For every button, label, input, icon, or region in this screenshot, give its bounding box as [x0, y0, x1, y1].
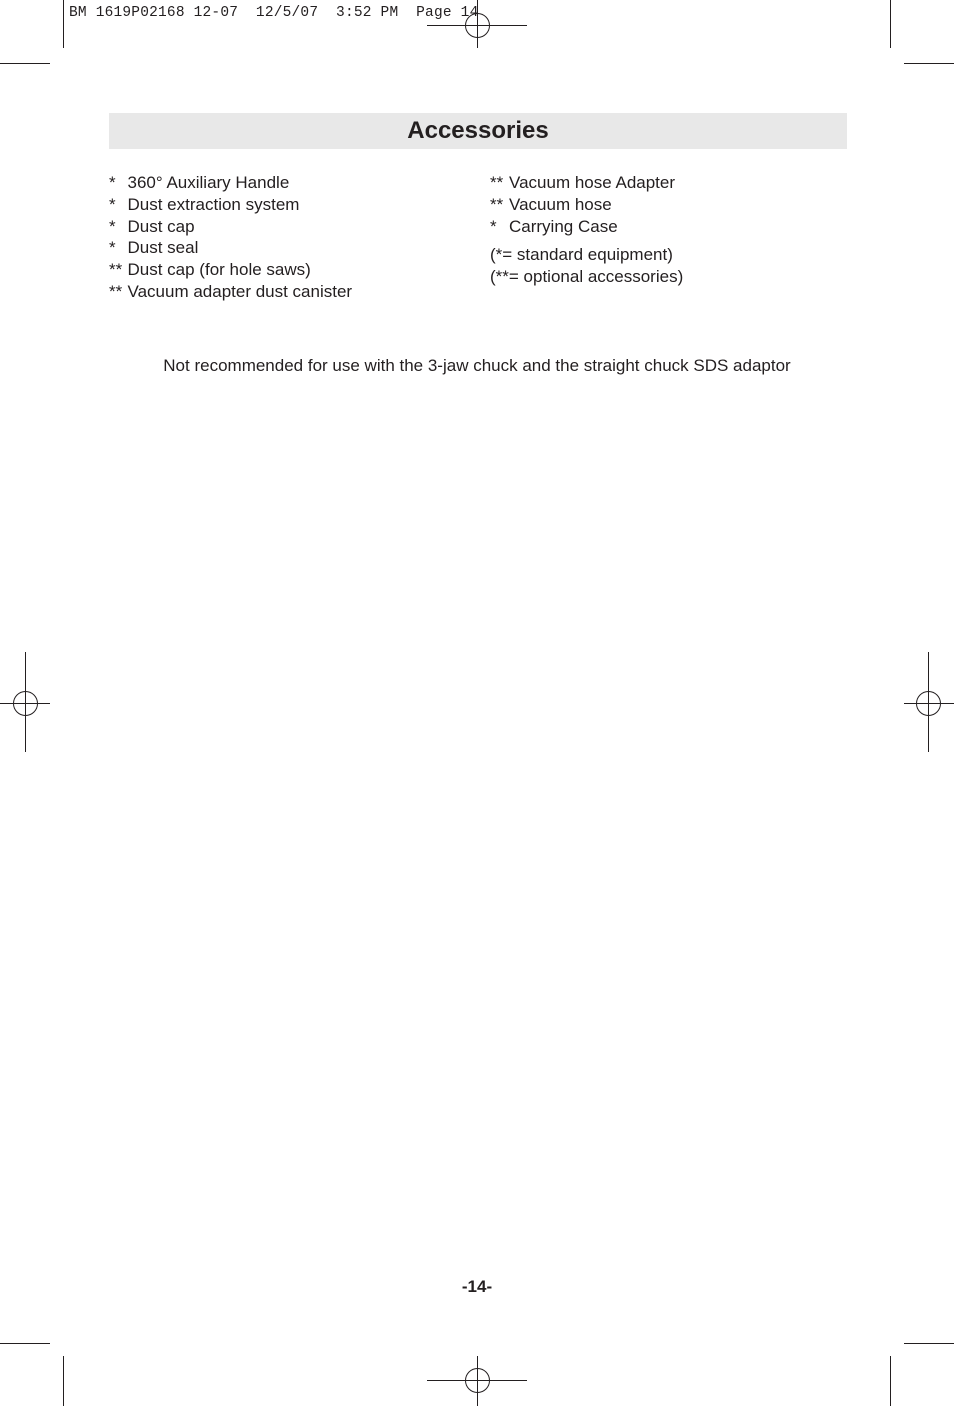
crop-mark-bottom-left — [0, 1336, 70, 1406]
item-label: Vacuum hose Adapter — [509, 173, 676, 192]
crop-mark-bottom-right — [884, 1336, 954, 1406]
list-item — [109, 281, 469, 303]
item-label: Dust seal — [127, 238, 199, 258]
list-item — [490, 172, 850, 194]
item-label: Dust extraction system — [127, 194, 300, 214]
list-item — [490, 216, 850, 238]
item-marker: * — [109, 173, 116, 192]
item-label: 360° Auxiliary Handle — [127, 173, 290, 192]
item-marker: ** — [109, 260, 123, 280]
item-label: Dust cap (for hole saws) — [127, 260, 311, 280]
accessory-list-right — [490, 172, 850, 288]
item-marker: ** — [490, 173, 504, 192]
item-label: Vacuum adapter dust canister — [127, 281, 353, 301]
item-marker: * — [109, 194, 116, 214]
item-label: Dust cap — [127, 216, 195, 236]
usage-note: Not recommended for use with the 3-jaw chuck and the straight chuck SDS adaptor — [163, 356, 791, 375]
list-item — [490, 194, 850, 216]
print-slug-line: BM 1619P02168 12-07 12/5/07 3:52 PM Page 14 — [69, 5, 479, 21]
item-marker: * — [109, 238, 116, 258]
item-label: Vacuum hose — [509, 194, 612, 214]
legend-standard: (*= standard equipment) — [490, 245, 673, 265]
item-marker: * — [490, 216, 497, 236]
registration-mark-bottom — [427, 1356, 527, 1406]
marker-legend — [490, 244, 850, 288]
crop-mark-top-right — [884, 0, 954, 70]
list-item — [109, 194, 469, 216]
page-number: -14- — [461, 1277, 493, 1296]
list-item — [109, 172, 469, 194]
registration-mark-right — [904, 652, 954, 752]
list-item — [109, 237, 469, 259]
list-item — [109, 259, 469, 281]
accessory-list-left — [109, 172, 469, 303]
registration-mark-left — [0, 652, 50, 752]
item-marker: ** — [109, 281, 123, 301]
item-marker: * — [109, 216, 116, 236]
item-label: Carrying Case — [509, 216, 618, 236]
legend-optional: (**= optional accessories) — [490, 267, 684, 287]
item-marker: ** — [490, 194, 504, 214]
section-title: Accessories — [407, 117, 549, 144]
section-title-bar — [109, 113, 847, 149]
crop-mark-top-left — [0, 0, 70, 70]
list-item — [109, 216, 469, 238]
